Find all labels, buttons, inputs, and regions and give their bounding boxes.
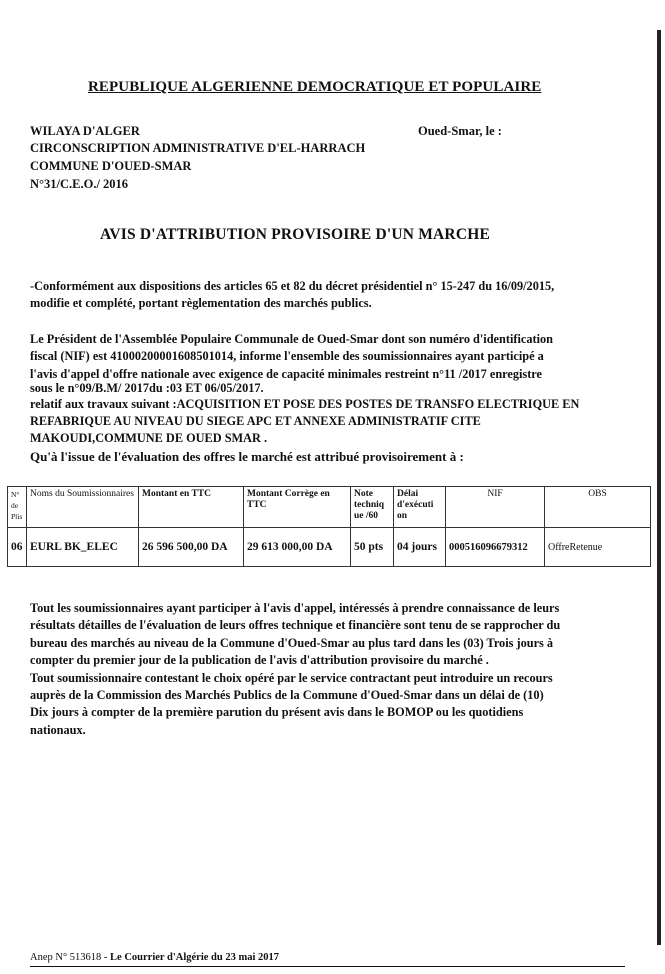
closing-line: auprès de la Commission des Marchés Publics de la Commune d'Oued-Smar dans un délai de (10) [30,688,544,703]
table-header-row [8,487,651,528]
cell-plis: 06 [8,528,27,567]
footer-rule [30,966,625,967]
closing-line: bureau des marchés au niveau de la Commune d'Oued-Smar au plus tard dans les (03) Trois jours à [30,635,554,650]
body-line: sous le n°09/B.M/ 2017du :03 ET 06/05/2017. [30,381,264,396]
commune-line: COMMUNE D'OUED-SMAR [30,159,192,173]
header-note: Note techniq ue /60 [351,487,394,528]
attribution-table [7,486,651,567]
intro-paragraph [30,278,628,313]
intro-line: modifie et complété, portant règlementation des marchés publics. [30,296,372,311]
body-line: Qu'à l'issue de l'évaluation des offres le marché est attribué provisoirement à : [30,448,464,464]
table-row [8,528,651,567]
closing-paragraph [30,600,628,739]
cell-note: 50 pts [351,528,394,567]
closing-line: résultats détailles de l'évaluation de leurs offres technique et financière sont tenu de se rapprocher du [30,618,561,633]
header-nif: NIF [446,487,545,528]
document-title: AVIS D'ATTRIBUTION PROVISOIRE D'UN MARCHE [100,226,491,243]
closing-line: Dix jours à compter de la première parution du présent avis dans le BOMOP ou les quotidiens [30,705,524,720]
publication-footer [30,952,279,963]
closing-line: nationaux. [30,722,86,737]
reference-number: N°31/C.E.O./ 2016 [30,177,129,191]
closing-line: Tout soumissionnaire contestant le choix opéré par le service contractant peut introduire un recours [30,670,553,685]
body-line: relatif aux travaux suivant :ACQUISITION ET POSE DES POSTES DE TRANSFO ELECTRIQUE EN [30,396,580,411]
body-line: REFABRIQUE AU NIVEAU DU SIEGE APC ET ANNEXE ADMINISTRATIF CITE [30,414,481,429]
anep-number: Anep N° 513618 - [30,952,111,963]
cell-obs: OffreRetenue [545,528,651,567]
cell-delai: 04 jours [394,528,446,567]
body-line: Le Président de l'Assemblée Populaire Communale de Oued-Smar dont son numéro d'identification [30,332,553,346]
circonscription-line: CIRCONSCRIPTION ADMINISTRATIVE D'EL-HARRACH [30,141,366,155]
cell-soumissionnaire: EURL BK_ELEC [27,528,139,567]
header-montant: Montant en TTC [139,487,244,528]
body-paragraph [30,331,628,465]
cell-montant: 26 596 500,00 DA [139,528,244,567]
body-line: fiscal (NIF) est 41000200001608501014, informe l'ensemble des soumissionnaires ayant participé a [30,349,544,364]
header-soumissionnaire: Noms du Soumissionnaires [27,487,139,528]
header-delai: Délai d'exécuti on [394,487,446,528]
header-obs: OBS [545,487,651,528]
body-line: MAKOUDI,COMMUNE DE OUED SMAR . [30,431,268,446]
intro-line: -Conformément aux dispositions des articles 65 et 82 du décret présidentiel n° 15-247 du 16/09/2015, [30,279,555,293]
header-montant-corrige: Montant Corrège en TTC [244,487,351,528]
wilaya-line: WILAYA D'ALGER [30,124,140,138]
closing-line: Tout les soumissionnaires ayant participer à l'avis d'appel, intéressés à prendre connaissance de leurs [30,601,560,615]
place-date: Oued-Smar, le : [418,124,502,138]
newspaper-source: Le Courrier d'Algérie du 23 mai 2017 [110,952,279,963]
body-line: l'avis d'appel d'offre nationale avec exigence de capacité minimales restreint n°11 /2017 enregistre [30,366,542,381]
republic-heading: REPUBLIQUE ALGERIENNE DEMOCRATIQUE ET POPULAIRE [88,79,542,95]
cell-nif: 000516096679312 [446,528,545,567]
closing-line: compter du premier jour de la publication de l'avis d'attribution provisoire du marché . [30,653,489,668]
header-plis: N° de Plis [8,487,27,528]
page-edge-bar [657,30,661,945]
cell-montant-corrige: 29 613 000,00 DA [244,528,351,567]
